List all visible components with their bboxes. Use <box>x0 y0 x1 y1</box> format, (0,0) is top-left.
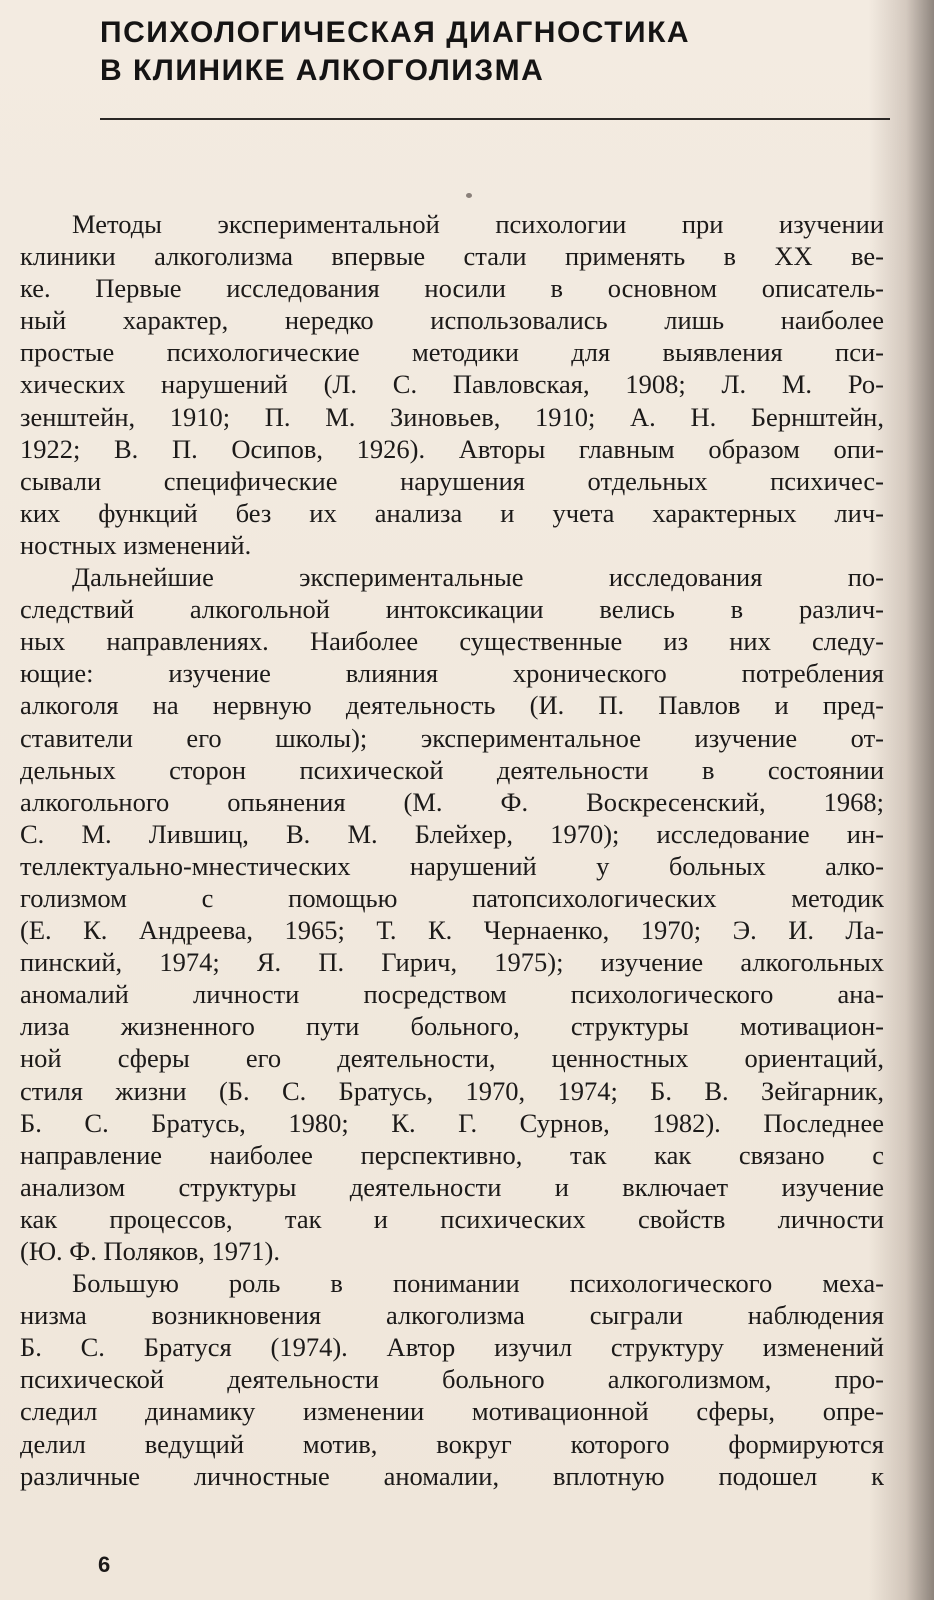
text-line: хических нарушений (Л. С. Павловская, 1908; Л. М. Ро- <box>20 369 884 400</box>
text-line: Методы экспериментальной психологии при изучении <box>72 209 884 239</box>
text-line: ке. Первые исследования носили в основном описатель- <box>20 273 884 304</box>
text-line: зенштейн, 1910; П. М. Зиновьев, 1910; А. Н. Бернштейн, <box>20 401 884 432</box>
text-line: анализом структуры деятельности и включает изучение <box>20 1171 884 1202</box>
text-line: психической деятельности больного алкоголизмом, про- <box>20 1364 884 1395</box>
text-line: алкоголя на нервную деятельность (И. П. Павлов и пред- <box>20 690 884 721</box>
text-line: пинский, 1974; Я. П. Гирич, 1975); изучение алкогольных <box>20 947 884 978</box>
text-line: лиза жизненного пути больного, структуры мотивацион- <box>20 1011 884 1042</box>
text-line: алкогольного опьянения (М. Ф. Воскресенский, 1968; <box>20 786 884 817</box>
text-line: ставители его школы); экспериментальное изучение от- <box>20 722 884 753</box>
text-line: Дальнейшие экспериментальные исследования по- <box>72 562 884 593</box>
text-line: 1922; В. П. Осипов, 1926). Авторы главным образом опи- <box>20 433 884 464</box>
text-line: теллектуально-мнестических нарушений у больных алко- <box>20 850 884 881</box>
text-line: сывали специфические нарушения отдельных психичес- <box>20 465 884 496</box>
text-line: клиники алкоголизма впервые стали применять в XX ве- <box>20 241 884 272</box>
chapter-heading-line-2: В КЛИНИКЕ АЛКОГОЛИЗМА <box>100 54 545 87</box>
paragraph-2 <box>20 561 884 1267</box>
text-line: аномалий личности посредством психологического ана- <box>20 979 884 1010</box>
text-line: дельных сторон психической деятельности в состоянии <box>20 754 884 785</box>
text-line: делил ведущий мотив, вокруг которого формируются <box>20 1428 884 1459</box>
text-line: различные личностные аномалии, вплотную подошел к <box>20 1460 884 1491</box>
text-line: направление наиболее перспективно, так как связано с <box>20 1139 884 1170</box>
text-line: следил динамику изменении мотивационной сферы, опре- <box>20 1396 884 1427</box>
text-line: С. М. Лившиц, В. М. Блейхер, 1970); исследование ин- <box>20 818 884 849</box>
text-line: ких функций без их анализа и учета характерных лич- <box>20 497 884 528</box>
print-speck <box>466 193 472 198</box>
body-text <box>20 208 884 1492</box>
chapter-heading <box>100 14 690 90</box>
text-line: ностных изменений. <box>20 529 252 560</box>
text-line: ный характер, нередко использовались лишь наиболее <box>20 305 884 336</box>
text-line: как процессов, так и психических свойств личности <box>20 1203 884 1234</box>
text-line: Б. С. Братусь, 1980; К. Г. Сурнов, 1982). Последнее <box>20 1107 884 1138</box>
paragraph-3 <box>20 1267 884 1492</box>
text-line: стиля жизни (Б. С. Братусь, 1970, 1974; Б. В. Зейгарник, <box>20 1075 884 1106</box>
text-line: низма возникновения алкоголизма сыграли наблюдения <box>20 1300 884 1331</box>
text-line: ной сферы его деятельности, ценностных ориентаций, <box>20 1043 884 1074</box>
heading-divider <box>100 118 890 120</box>
text-line: ных направлениях. Наиболее существенные из них следу- <box>20 626 884 657</box>
text-line: голизмом с помощью патопсихологических методик <box>20 882 884 913</box>
text-line: простые психологические методики для выявления пси- <box>20 337 884 368</box>
text-line: (Е. К. Андреева, 1965; Т. К. Чернаенко, 1970; Э. И. Ла- <box>20 915 884 946</box>
text-line: следствий алкогольной интоксикации велись в различ- <box>20 594 884 625</box>
text-line: Большую роль в понимании психологического меха- <box>72 1268 884 1299</box>
text-line: ющие: изучение влияния хронического потребления <box>20 658 884 689</box>
page-number: 6 <box>98 1552 111 1577</box>
text-line: Б. С. Братуся (1974). Автор изучил структуру изменений <box>20 1332 884 1363</box>
text-line: (Ю. Ф. Поляков, 1971). <box>20 1236 280 1266</box>
chapter-heading-line-1: ПСИХОЛОГИЧЕСКАЯ ДИАГНОСТИКА <box>100 16 691 49</box>
paragraph-1 <box>20 208 884 561</box>
